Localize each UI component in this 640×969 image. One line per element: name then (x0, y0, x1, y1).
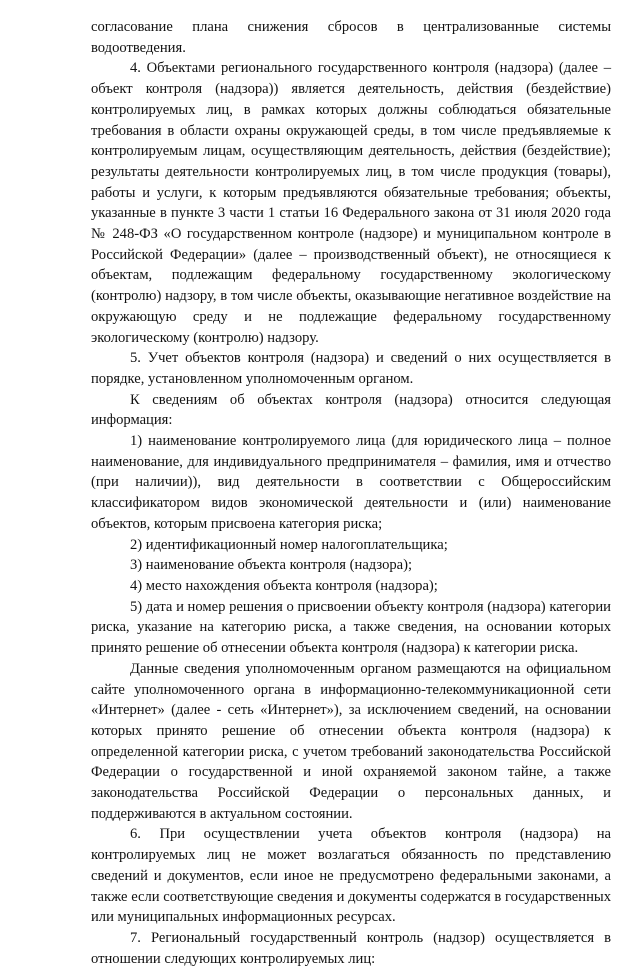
list-item-1: 1) наименование контролируемого лица (для юридического лица – полное наименование, для индивидуального предпринимателя – фамилия, имя и отчество (при наличии)), вид деятельности в соответствии с Общероссийским классификатором видов экономической деятельности и (или) наименование объектов, которым присвоена категория риска; (91, 433, 611, 532)
paragraph-info-intro: К сведениям об объектах контроля (надзора) относится следующая информация: (91, 391, 611, 429)
paragraph-item-7: 7. Региональный государственный контроль (надзор) осуществляется в отношении следующих контролируемых лиц: (91, 929, 611, 967)
list-item-5: 5) дата и номер решения о присвоении объекту контроля (надзора) категории риска, указание на категорию риска, а также сведения, на основании которых принято решение об отнесении объекта контроля (надзора) к категории риска. (91, 598, 611, 657)
list-item-2: 2) идентификационный номер налогоплательщика; (130, 536, 448, 553)
paragraph-continuation: согласование плана снижения сбросов в централизованные системы водоотведения. (91, 19, 611, 56)
document-body (91, 17, 611, 969)
paragraph-item-6: 6. При осуществлении учета объектов контроля (надзора) на контролируемых лиц не может возлагаться обязанность по представлению сведений и документов, если иное не предусмотрено федеральными законами, а также если соответствующие сведения и документы содержатся в государственных или муниципальных информационных ресурсах. (91, 826, 611, 926)
paragraph-item-5: 5. Учет объектов контроля (надзора) и сведений о них осуществляется в порядке, установленном уполномоченным органом. (91, 350, 611, 387)
list-item-3: 3) наименование объекта контроля (надзора); (130, 557, 413, 574)
paragraph-item-4: 4. Объектами регионального государственного контроля (надзора) (далее – объект контроля (надзора)) является деятельность, действия (бездействие) контролируемых лиц, в рамках которых должны соблюдаться обязательные требования в области охраны окружающей среды, в том числе предъявляемые к контролируемым лицам, осуществляющим деятельность, действия (бездействие); результаты деятельности контролируемых лиц, в том числе продукция (товары), работы и услуги, к которым предъявляются обязательные требования; объекты, указанные в пункте 3 части 1 статьи 16 Федерального закона от 31 июля 2020 года № 248-ФЗ «О государственном контроле (надзоре) и муниципальном контроле в Российской Федерации» (далее – производственный объект), не относящиеся к объектам, подлежащим федеральному государственному экологическому (контролю) надзору, в том числе объекты, оказывающие негативное воздействие на окружающую среду и не подлежащие федеральному государственному экологическому (контролю) надзору. (91, 60, 611, 346)
paragraph-publication: Данные сведения уполномоченным органом размещаются на официальном сайте уполномоченного органа в информационно-телекоммуникационной сети «Интернет» (далее - сеть «Интернет»), за исключением сведений, на основании которых принято решение об отнесении объекта контроля (надзора) к определенной категории риска, с учетом требований законодательства Российской Федерации о государственной и иной охраняемой законом тайне, а также законодательства Российской Федерации о персональных данных, и поддерживаются в актуальном состоянии. (91, 660, 611, 822)
list-item-4: 4) место нахождения объекта контроля (надзора); (130, 577, 438, 594)
